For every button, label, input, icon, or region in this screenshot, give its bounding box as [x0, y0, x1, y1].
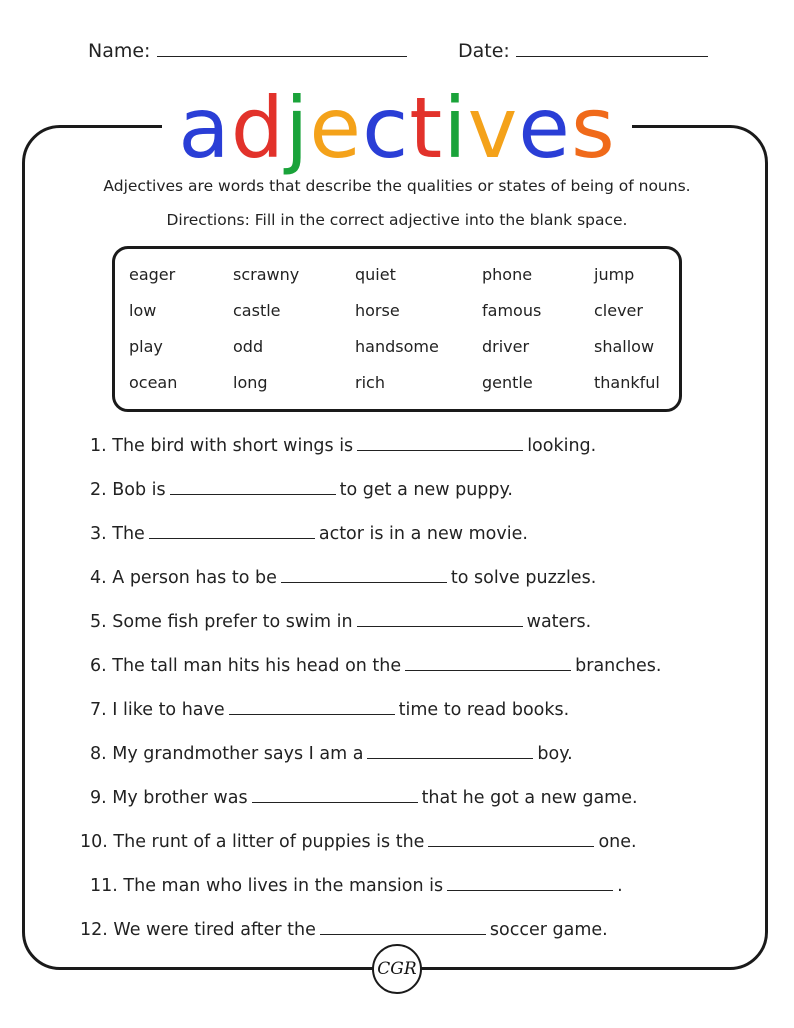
question-text-after: to get a new puppy.	[339, 480, 513, 500]
question-text-before: A person has to be	[112, 568, 277, 588]
question-1	[90, 436, 596, 456]
word-bank-item: play	[129, 337, 163, 356]
answer-blank[interactable]	[170, 480, 336, 495]
word-bank-item: ocean	[129, 373, 178, 392]
brand-logo	[372, 944, 422, 994]
question-text-before: The bird with short wings is	[112, 436, 354, 456]
question-number: 6.	[90, 656, 107, 676]
answer-blank[interactable]	[281, 568, 447, 583]
question-9	[90, 788, 638, 808]
question-2	[90, 480, 513, 500]
name-field[interactable]	[88, 40, 407, 62]
answer-blank[interactable]	[367, 744, 533, 759]
title-letter: c	[362, 79, 410, 177]
question-text-before: The man who lives in the mansion is	[123, 876, 444, 896]
word-bank-item: phone	[482, 265, 533, 284]
answer-blank[interactable]	[149, 524, 315, 539]
question-number: 9.	[90, 788, 107, 808]
question-text-after: soccer game.	[489, 920, 608, 940]
word-bank-item: shallow	[594, 337, 655, 356]
question-text-before: My grandmother says I am a	[112, 744, 364, 764]
word-bank-item: driver	[482, 337, 530, 356]
answer-blank[interactable]	[229, 700, 395, 715]
answer-blank[interactable]	[252, 788, 418, 803]
title-letter: j	[285, 79, 310, 177]
question-10	[80, 832, 637, 852]
title-letter: e	[309, 79, 363, 177]
question-text-after: .	[617, 876, 623, 896]
question-number: 7.	[90, 700, 107, 720]
question-3	[90, 524, 528, 544]
word-bank-item: rich	[355, 373, 385, 392]
word-bank-item: eager	[129, 265, 176, 284]
question-text-before: My brother was	[112, 788, 248, 808]
date-field[interactable]	[458, 40, 708, 62]
word-bank	[112, 246, 682, 412]
question-number: 2.	[90, 480, 107, 500]
question-number: 1.	[90, 436, 107, 456]
question-text-after: one.	[598, 832, 637, 852]
question-text-before: I like to have	[112, 700, 225, 720]
name-line[interactable]	[157, 40, 407, 57]
question-text-after: to solve puzzles.	[450, 568, 597, 588]
question-8	[90, 744, 573, 764]
intro-text: Adjectives are words that describe the qualities or states of being of nouns.	[103, 177, 691, 195]
question-4	[90, 568, 596, 588]
question-11	[90, 876, 623, 896]
word-bank-item: castle	[233, 301, 281, 320]
logo-monogram: CGR	[377, 959, 417, 979]
question-number: 10.	[80, 832, 108, 852]
word-bank-item: gentle	[482, 373, 533, 392]
word-bank-item: handsome	[355, 337, 439, 356]
question-text-before: The	[112, 524, 145, 544]
word-bank-item: famous	[482, 301, 542, 320]
word-bank-item: jump	[594, 265, 635, 284]
word-bank-item: quiet	[355, 265, 396, 284]
answer-blank[interactable]	[320, 920, 486, 935]
question-text-after: time to read books.	[398, 700, 570, 720]
directions-text: Directions: Fill in the correct adjective into the blank space.	[166, 211, 628, 229]
answer-blank[interactable]	[428, 832, 594, 847]
question-text-before: The tall man hits his head on the	[112, 656, 402, 676]
question-text-before: The runt of a litter of puppies is the	[113, 832, 425, 852]
date-line[interactable]	[516, 40, 708, 57]
word-bank-item: low	[129, 301, 157, 320]
title-letter: s	[570, 79, 616, 177]
question-text-before: Some fish prefer to swim in	[112, 612, 353, 632]
question-12	[80, 920, 608, 940]
question-number: 8.	[90, 744, 107, 764]
question-number: 12.	[80, 920, 108, 940]
title-letter: i	[443, 79, 468, 177]
question-text-after: branches.	[575, 656, 662, 676]
title-letter: v	[467, 79, 519, 177]
word-bank-item: scrawny	[233, 265, 300, 284]
question-text-after: waters.	[526, 612, 592, 632]
question-text-before: We were tired after the	[113, 920, 316, 940]
word-bank-item: odd	[233, 337, 264, 356]
word-bank-item: clever	[594, 301, 643, 320]
question-number: 4.	[90, 568, 107, 588]
title-letter: t	[409, 79, 444, 177]
question-text-after: actor is in a new movie.	[318, 524, 528, 544]
question-6	[90, 656, 661, 676]
question-text-after: that he got a new game.	[421, 788, 638, 808]
title-letter: d	[230, 79, 286, 177]
date-label: Date:	[458, 40, 510, 62]
answer-blank[interactable]	[405, 656, 571, 671]
answer-blank[interactable]	[447, 876, 613, 891]
word-bank-item: thankful	[594, 373, 660, 392]
answer-blank[interactable]	[357, 612, 523, 627]
word-bank-item: long	[233, 373, 268, 392]
page-title	[162, 78, 632, 178]
word-bank-item: horse	[355, 301, 400, 320]
question-text-after: looking.	[527, 436, 597, 456]
question-5	[90, 612, 591, 632]
question-number: 5.	[90, 612, 107, 632]
question-number: 3.	[90, 524, 107, 544]
question-7	[90, 700, 569, 720]
question-text-after: boy.	[537, 744, 573, 764]
title-letter: a	[178, 79, 231, 177]
question-text-before: Bob is	[112, 480, 166, 500]
title-letter: e	[518, 79, 571, 177]
name-label: Name:	[88, 40, 151, 62]
question-number: 11.	[90, 876, 118, 896]
answer-blank[interactable]	[357, 436, 523, 451]
